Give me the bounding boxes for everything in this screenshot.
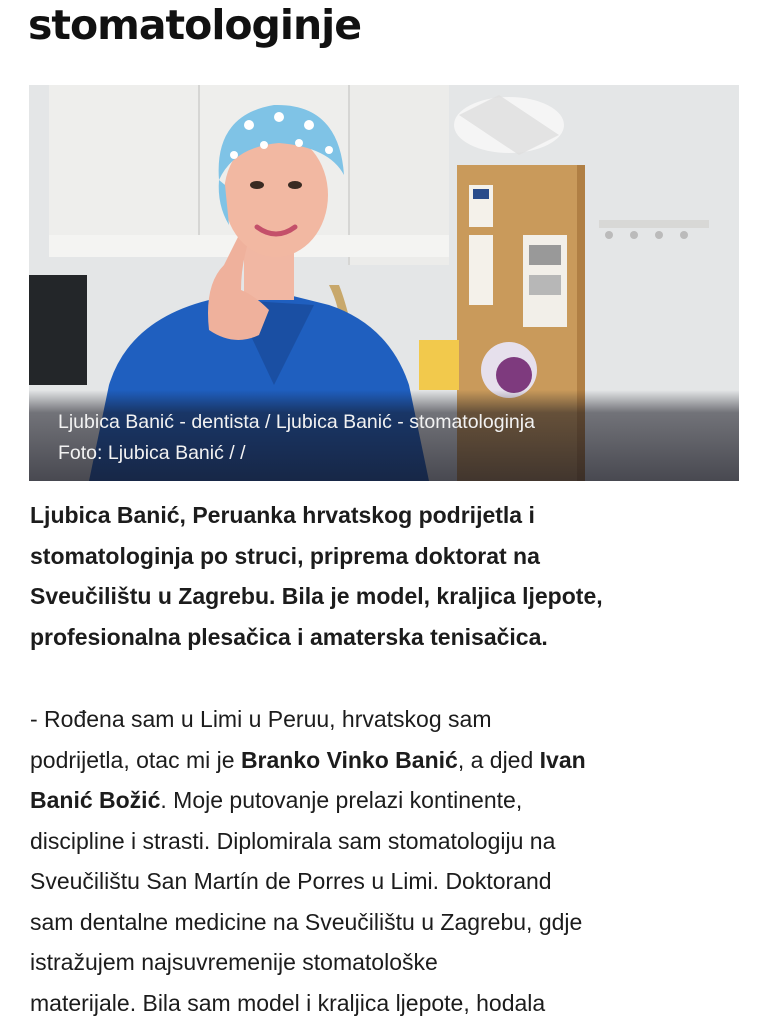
article-lead bbox=[30, 495, 742, 657]
lead-line: profesionalna plesačica i amaterska tenisačica. bbox=[30, 623, 548, 650]
body-line: istražujem najsuvremenije stomatološke bbox=[30, 949, 438, 975]
body-text: . Moje putovanje prelazi kontinente, bbox=[160, 787, 523, 813]
lead-line: Sveučilištu u Zagrebu. Bila je model, kraljica ljepote, bbox=[30, 583, 603, 609]
body-line: discipline i strasti. Diplomirala sam stomatologiju na bbox=[30, 827, 556, 854]
body-line: materijale. Bila sam model i kraljica ljepote, hodala bbox=[30, 989, 546, 1016]
body-line bbox=[30, 740, 742, 781]
grandfather-name-part2: Banić Božić bbox=[30, 787, 161, 813]
article-headline: stomatologinje bbox=[28, 1, 361, 49]
body-line bbox=[30, 780, 742, 821]
article-body bbox=[30, 699, 742, 1023]
person-name: Ljubica Banić bbox=[30, 502, 180, 528]
body-line: sam dentalne medicine na Sveučilištu u Zagrebu, gdje bbox=[30, 908, 583, 935]
article-photo[interactable] bbox=[29, 85, 739, 481]
body-line: - Rođena sam u Limi u Peruu, hrvatskog sam bbox=[30, 706, 492, 732]
father-name: Branko Vinko Banić bbox=[240, 746, 458, 773]
photo-caption-credit: Foto: Ljubica Banić / / bbox=[58, 442, 246, 464]
lead-text: , Peruanka hrvatskog podrijetla i bbox=[179, 502, 535, 528]
grandfather-name-part1: Ivan bbox=[539, 746, 586, 773]
lead-line: stomatologinja po struci, priprema doktorat na bbox=[30, 542, 540, 569]
body-text: podrijetla, otac mi je bbox=[30, 746, 241, 773]
body-line: Sveučilištu San Martín de Porres u Limi. Doktorand bbox=[30, 868, 552, 894]
photo-caption-title: Ljubica Banić - dentista / Ljubica Banić - stomatologinja bbox=[58, 411, 535, 433]
lead-line bbox=[30, 495, 742, 536]
body-text: , a djed bbox=[457, 746, 540, 773]
photo-caption bbox=[29, 390, 739, 481]
